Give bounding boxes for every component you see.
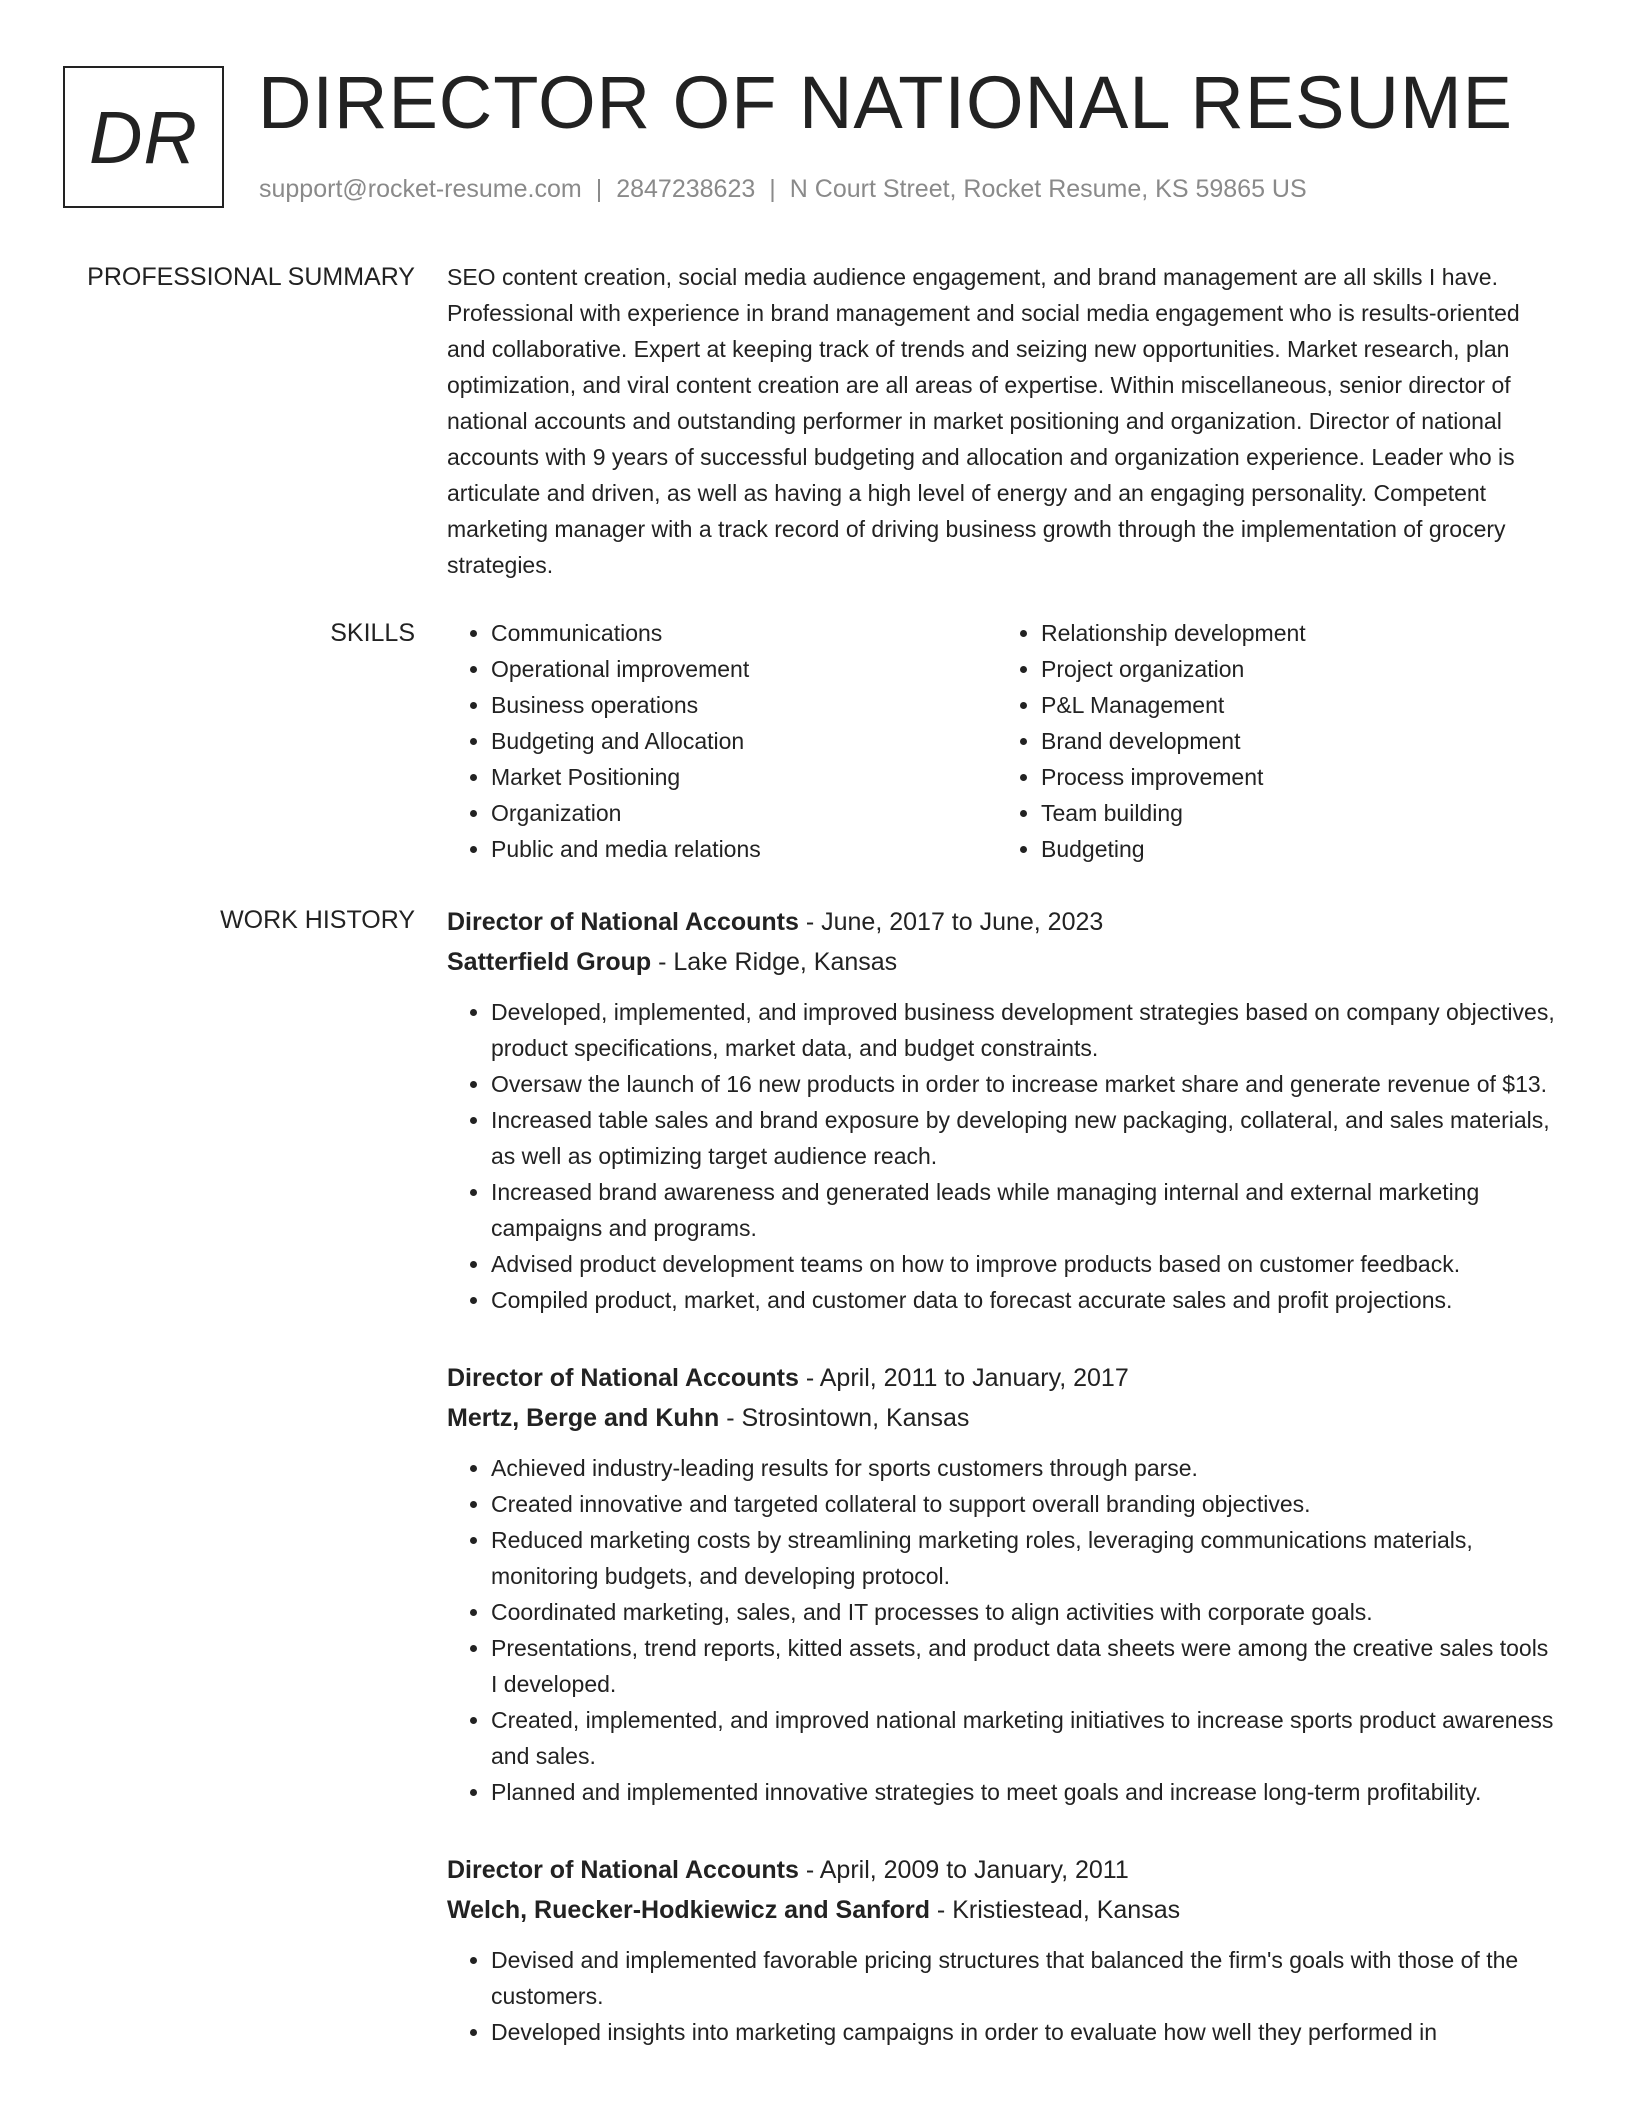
contact-address: N Court Street, Rocket Resume, KS 59865 US: [789, 175, 1307, 203]
job-entry: [447, 902, 1557, 1318]
job-title-line: [447, 1358, 1557, 1398]
skills-body: [447, 615, 1557, 867]
job-company-line: [447, 1890, 1557, 1930]
job-bullets: [447, 1450, 1557, 1810]
skill-item: • Process improvement: [1041, 759, 1547, 795]
job-bullet: • Created innovative and targeted collateral to support overall branding objectives.: [491, 1486, 1557, 1522]
skill-item: • Communications: [491, 615, 997, 651]
job-bullet: • Compiled product, market, and customer data to forecast accurate sales and profit projections.: [491, 1282, 1557, 1318]
summary-label: PROFESSIONAL SUMMARY: [87, 263, 415, 291]
monogram-initials: DR: [89, 95, 198, 179]
monogram-box: [63, 66, 224, 208]
job-bullet: • Developed insights into marketing campaigns in order to evaluate how well they performed in: [491, 2014, 1557, 2050]
job-company: Mertz, Berge and Kuhn: [447, 1404, 720, 1432]
work-body: [447, 902, 1557, 2090]
job-title-line: [447, 1850, 1557, 1890]
job-bullets: [447, 1942, 1557, 2050]
skill-item: • Budgeting: [1041, 831, 1547, 867]
contact-email: support@rocket-resume.com: [259, 175, 582, 203]
contact-separator: |: [769, 175, 776, 203]
skill-item: • Market Positioning: [491, 759, 997, 795]
job-bullet: • Developed, implemented, and improved business development strategies based on company objectives, product specifications, market data, and budget constraints.: [491, 994, 1557, 1066]
job-location: - Kristiestead, Kansas: [929, 1896, 1181, 1924]
job-dates: - April, 2011 to January, 2017: [798, 1364, 1129, 1392]
job-bullet: • Presentations, trend reports, kitted assets, and product data sheets were among the creative sales tools I developed.: [491, 1630, 1557, 1702]
job-company: Welch, Ruecker-Hodkiewicz and Sanford: [447, 1896, 930, 1924]
skill-item: • Project organization: [1041, 651, 1547, 687]
contact-line: [259, 175, 1307, 204]
job-bullet: • Reduced marketing costs by streamlining marketing roles, leveraging communications materials, monitoring budgets, and developing protocol.: [491, 1522, 1557, 1594]
summary-body: [447, 259, 1557, 583]
job-bullet: • Coordinated marketing, sales, and IT processes to align activities with corporate goals.: [491, 1594, 1557, 1630]
job-title: Director of National Accounts: [447, 1856, 799, 1884]
skill-item: • Brand development: [1041, 723, 1547, 759]
contact-separator: |: [595, 175, 603, 203]
job-dates: - June, 2017 to June, 2023: [798, 908, 1104, 936]
job-company: Satterfield Group: [447, 948, 652, 976]
job-location: - Lake Ridge, Kansas: [651, 948, 898, 976]
job-title: Director of National Accounts: [447, 908, 799, 936]
contact-phone: 2847238623: [616, 175, 756, 203]
job-bullet: • Planned and implemented innovative strategies to meet goals and increase long-term profitability.: [491, 1774, 1557, 1810]
job-bullet: • Achieved industry-leading results for sports customers through parse.: [491, 1450, 1557, 1486]
job-bullet: • Advised product development teams on how to improve products based on customer feedback.: [491, 1246, 1557, 1282]
job-bullet: • Increased table sales and brand exposure by developing new packaging, collateral, and sales materials, as well as optimizing target audience reach.: [491, 1102, 1557, 1174]
skill-item: • Team building: [1041, 795, 1547, 831]
job-dates: - April, 2009 to January, 2011: [798, 1856, 1129, 1884]
skill-item: • Organization: [491, 795, 997, 831]
job-entry: [447, 1358, 1557, 1810]
skill-item: • Budgeting and Allocation: [491, 723, 997, 759]
summary-text: SEO content creation, social media audience engagement, and brand management are all skills I have. Professional with experience in brand management and social media engagement who is results-oriented and collaborative. Expert at keeping track of trends and seizing new opportunities. Market research, plan optimization, and viral content creation are all areas of expertise. Within miscellaneous, senior director of national accounts and outstanding performer in market positioning and organization. Director of national accounts with 9 years of successful budgeting and allocation and organization experience. Leader who is articulate and driven, as well as having a high level of energy and an engaging personality. Competent marketing manager with a track record of driving business growth through the implementation of grocery strategies.: [447, 264, 1520, 578]
job-entry: [447, 1850, 1557, 2050]
job-company-line: [447, 1398, 1557, 1438]
job-company-line: [447, 942, 1557, 982]
job-bullet: • Increased brand awareness and generated leads while managing internal and external marketing campaigns and programs.: [491, 1174, 1557, 1246]
work-label: WORK HISTORY: [220, 906, 415, 934]
job-bullet: • Created, implemented, and improved national marketing initiatives to increase sports product awareness and sales.: [491, 1702, 1557, 1774]
skill-item: • Business operations: [491, 687, 997, 723]
skills-label: SKILLS: [330, 619, 415, 647]
skill-item: • Relationship development: [1041, 615, 1547, 651]
job-location: - Strosintown, Kansas: [719, 1404, 970, 1432]
job-title-line: [447, 902, 1557, 942]
skill-item: • P&L Management: [1041, 687, 1547, 723]
skills-list-right: [997, 615, 1547, 867]
job-bullet: • Devised and implemented favorable pricing structures that balanced the firm's goals with those of the customers.: [491, 1942, 1557, 2014]
resume-name: DIRECTOR OF NATIONAL RESUME: [258, 61, 1513, 144]
job-bullets: [447, 994, 1557, 1318]
job-bullet: • Oversaw the launch of 16 new products in order to increase market share and generate revenue of $13.: [491, 1066, 1557, 1102]
job-title: Director of National Accounts: [447, 1364, 799, 1392]
skill-item: • Operational improvement: [491, 651, 997, 687]
skill-item: • Public and media relations: [491, 831, 997, 867]
skills-list-left: [447, 615, 997, 867]
